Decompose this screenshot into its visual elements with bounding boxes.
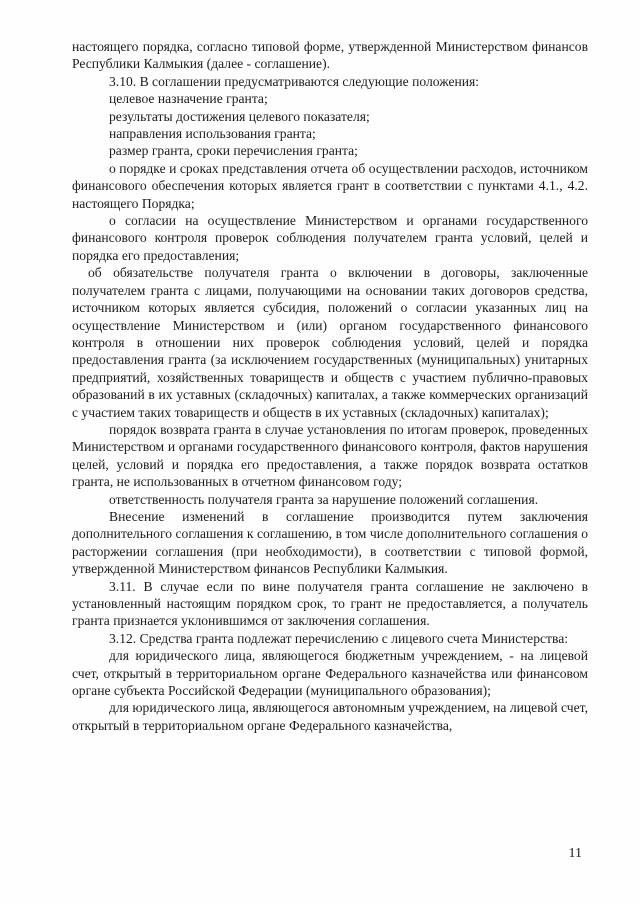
paragraph-continuation: настоящего порядка, согласно типовой форме, утвержденной Министерством финансов Республики Калмыкия (далее - соглашение).: [72, 39, 588, 72]
list-item-autonomous-institution: для юридического лица, являющегося автономным учреждением, на лицевой счет, открытый в территориальном органе Федерального казначейства,: [72, 700, 588, 733]
paragraph-amendments: Внесение изменений в соглашение производится путем заключения дополнительного соглашения к соглашению, в том числе дополнительного соглашения о расторжении соглашения (при необходимости), в соответствии с типовой формой, утвержденной Министерством финансов Республики Калмыкия.: [72, 508, 588, 577]
list-item-return: порядок возврата гранта в случае установления по итогам проверок, проведенных Министерством и органами государственного финансового контроля, фактов нарушения целей, условий и порядка его предоставления, а также порядок возврата остатков гранта, не использованных в отчетном финансовом году;: [72, 421, 588, 490]
page-number: 11: [568, 846, 582, 861]
list-item-purpose: целевое назначение гранта;: [109, 91, 268, 107]
list-item-consent: о согласии на осуществление Министерством и органами государственного финансового контроля проверок соблюдения получателем гранта условий, целей и порядка его предоставления;: [72, 213, 588, 263]
paragraph-3-11: 3.11. В случае если по вине получателя гранта соглашение не заключено в установленный настоящим порядком срок, то грант не предоставляется, а получатель гранта признается уклонившимся от заключения соглашения.: [72, 578, 588, 629]
list-item-budget-institution: для юридического лица, являющегося бюджетным учреждением, - на лицевой счет, открытый в территориальном органе Федерального казначейства или финансовом органе субъекта Российской Федерации (муниципального образования);: [72, 648, 588, 699]
paragraph-3-12: 3.12. Средства гранта подлежат перечислению с лицевого счета Министерства:: [109, 630, 569, 646]
document-body: [72, 38, 588, 734]
list-item-directions: направления использования гранта;: [109, 126, 316, 142]
list-item-results: результаты достижения целевого показателя;: [109, 108, 370, 124]
paragraph-3-10: 3.10. В соглашении предусматриваются следующие положения:: [109, 73, 480, 89]
list-item-obligation: об обязательстве получателя гранта о включении в договоры, заключенные получателем гранта с лицами, получающими на основании таких договоров средства, источником которых является субсидия, положений о согласии указанных лиц на осуществление Министерством и (или) органом государственного финансового контроля в отношении них проверок соблюдения условий, целей и порядка предоставления гранта (за исключением государственных (муниципальных) унитарных предприятий, хозяйственных товариществ и обществ с участием публично-правовых образований в их уставных (складочных) капиталах, а также коммерческих организаций с участием таких товариществ и обществ в их уставных (складочных) капиталах);: [72, 265, 588, 420]
list-item-responsibility: ответственность получателя гранта за нарушение положений соглашения.: [109, 491, 539, 507]
list-item-amount: размер гранта, сроки перечисления гранта;: [109, 143, 358, 159]
list-item-report: о порядке и сроках представления отчета об осуществлении расходов, источником финансового обеспечения которых является грант в соответствии с пунктами 4.1., 4.2. настоящего Порядка;: [72, 160, 588, 211]
